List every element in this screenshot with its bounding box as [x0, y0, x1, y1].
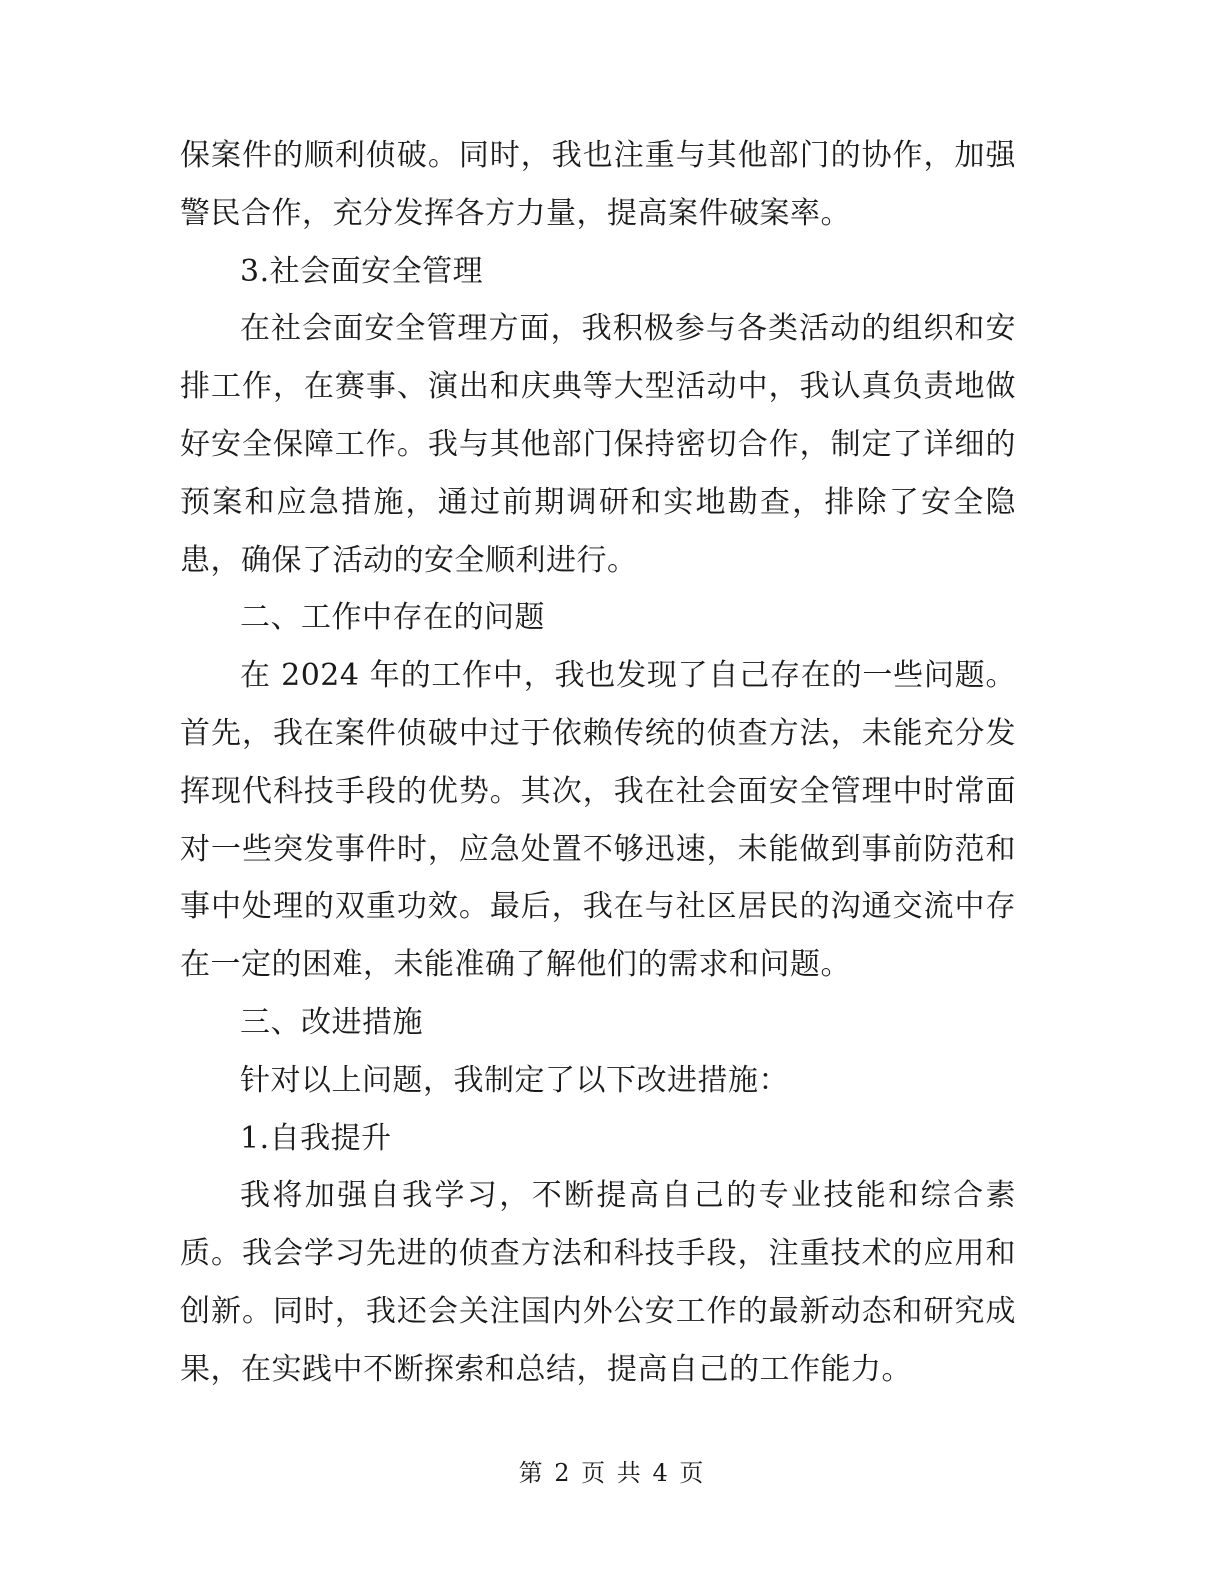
heading-problems: 二、工作中存在的问题: [240, 600, 545, 636]
paragraph-problems: 在 2024 年的工作中，我也发现了自己存在的一些问题。首先，我在案件侦破中过于依赖传统的侦查方法，未能充分发挥现代科技手段的优势。其次，我在社会面安全管理中时常面对一些突发事件时，应急处置不够迅速，未能做到事前防范和事中处理的双重功效。最后，我在与社区居民的沟通交流中存在一定的困难，未能准确了解他们的需求和问题。: [180, 658, 1016, 983]
subheading-social-security-management: 3.社会面安全管理: [240, 253, 484, 289]
heading-improvement-measures: 三、改进措施: [240, 1004, 423, 1040]
paragraph-self-improvement: 我将加强自我学习，不断提高自己的专业技能和综合素质。我会学习先进的侦查方法和科技手段，注重技术的应用和创新。同时，我还会关注国内外公安工作的最新动态和研究成果，在实践中不断探索和总结，提高自己的工作能力。: [180, 1178, 1016, 1387]
page-number-footer: 第 2 页 共 4 页: [518, 1459, 706, 1487]
document-body: [180, 127, 1016, 1399]
subheading-self-improvement: 1.自我提升: [240, 1120, 392, 1156]
paragraph-continued: 保案件的顺利侦破。同时，我也注重与其他部门的协作，加强警民合作，充分发挥各方力量，提高案件破案率。: [180, 138, 1016, 231]
paragraph-social-security-management: 在社会面安全管理方面，我积极参与各类活动的组织和安排工作，在赛事、演出和庆典等大型活动中，我认真负责地做好安全保障工作。我与其他部门保持密切合作，制定了详细的预案和应急措施，通过前期调研和实地勘查，排除了安全隐患，确保了活动的安全顺利进行。: [180, 311, 1016, 578]
paragraph-improvement-intro: 针对以上问题，我制定了以下改进措施：: [240, 1062, 789, 1098]
